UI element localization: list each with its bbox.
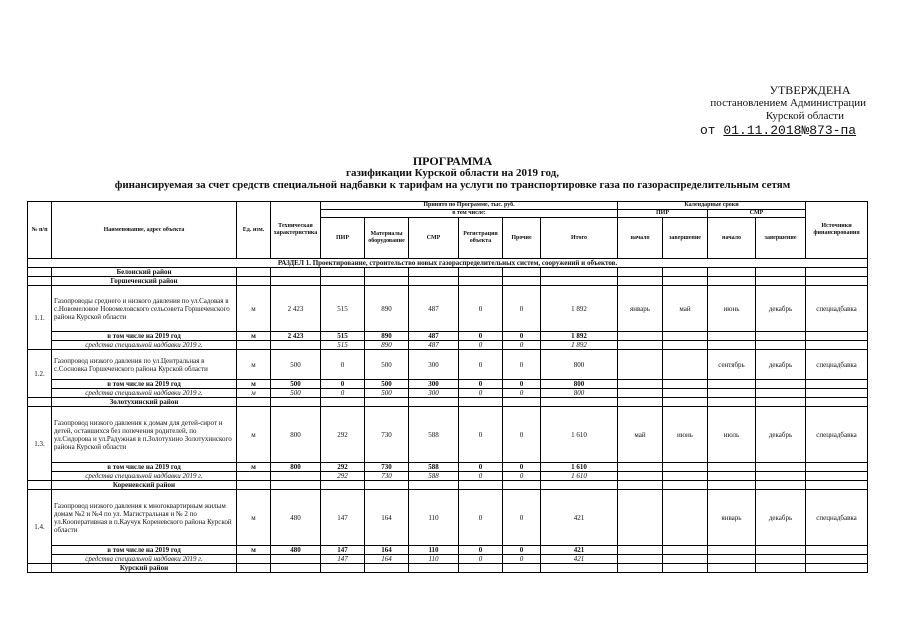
program-table <box>27 201 868 573</box>
cell-smr: 487 <box>409 341 459 350</box>
number-prefix: № <box>801 123 810 138</box>
district-row <box>28 564 868 573</box>
district-label: Белоиский район <box>52 268 237 277</box>
heading-line3: финансируемая за счет средств специальной надбавки к тарифам на услуги по транспортировке газа по газораспределительным сетям <box>114 179 791 191</box>
sum-label: в том числе на 2019 год <box>52 463 237 472</box>
cell-reg: 0 <box>459 286 503 332</box>
col-pir-end-header: завершение <box>663 218 708 259</box>
cell-reg: 0 <box>459 555 503 564</box>
cell-other: 0 <box>503 350 541 380</box>
cell-source: спецнадбавка <box>806 490 868 546</box>
row-num: 1.2. <box>28 350 52 398</box>
year-total-row <box>28 546 868 555</box>
year-total-row <box>28 332 868 341</box>
district-row <box>28 268 868 277</box>
cell-pir-start: май <box>618 407 663 463</box>
col-reg-header: Регистрация объекта <box>459 218 503 259</box>
cell-unit: м <box>237 407 271 463</box>
cell-pir-end: июнь <box>663 407 708 463</box>
cell-other: 0 <box>503 472 541 481</box>
surcharge-row <box>28 555 868 564</box>
cell-mat: 164 <box>365 555 409 564</box>
col-pir-start-header: начало <box>618 218 663 259</box>
row-num: 1.4. <box>28 490 52 564</box>
cell-pir-end: май <box>663 286 708 332</box>
col-pir-header: ПИР <box>321 218 365 259</box>
district-row <box>28 277 868 286</box>
cell-smr-end: декабрь <box>756 490 806 546</box>
cell-mat: 164 <box>365 546 409 555</box>
cell-smr-start: июль <box>708 407 756 463</box>
table-row <box>28 407 868 463</box>
cell-mat: 730 <box>365 463 409 472</box>
table-row <box>28 286 868 332</box>
cell-pir-start: январь <box>618 286 663 332</box>
cell-mat: 730 <box>365 472 409 481</box>
cell-total: 800 <box>541 380 618 389</box>
cell-total: 1 610 <box>541 463 618 472</box>
section-title: РАЗДЕЛ 1. Проектирование, строительство новых газораспределительных систем, сооружений и объектов. <box>28 259 868 268</box>
cell-unit <box>237 472 271 481</box>
cell-other: 0 <box>503 490 541 546</box>
cell-total: 1 610 <box>541 407 618 463</box>
district-label: Горшеченский район <box>52 277 237 286</box>
cell-total: 800 <box>541 350 618 380</box>
col-name-header: Наименование, адрес объекта <box>52 202 237 259</box>
district-row <box>28 398 868 407</box>
cell-pir: 147 <box>321 555 365 564</box>
cell-mat: 500 <box>365 389 409 398</box>
cell-other: 0 <box>503 341 541 350</box>
surcharge-row <box>28 389 868 398</box>
cell-tech: 500 <box>271 350 321 380</box>
col-smr-start-header: начало <box>708 218 756 259</box>
calendar-header: Календарные сроки <box>618 202 806 210</box>
object-name: Газопровод низкого давления к домам для детей-сирот и детей, оставшихся без попечения родителей, по ул.Сидорова и ул.Радужная в п.Золотухино Золотухинского района Курской области <box>52 407 237 463</box>
cell-other: 0 <box>503 463 541 472</box>
cell-reg: 0 <box>459 332 503 341</box>
cell-reg: 0 <box>459 472 503 481</box>
cell-pir-start <box>618 350 663 380</box>
cell-unit: м <box>237 546 271 555</box>
cell-smr: 110 <box>409 490 459 546</box>
section-row <box>28 259 868 268</box>
cell-mat: 500 <box>365 350 409 380</box>
cell-other: 0 <box>503 389 541 398</box>
col-num-header: № п/п <box>28 202 52 259</box>
cal-smr-header: СМР <box>708 210 806 218</box>
cell-smr: 300 <box>409 380 459 389</box>
cell-reg: 0 <box>459 490 503 546</box>
cell-reg: 0 <box>459 463 503 472</box>
cell-reg: 0 <box>459 341 503 350</box>
approval-date-line <box>700 124 890 137</box>
incl-header: в том числе: <box>321 210 618 218</box>
row-num: 1.3. <box>28 407 52 481</box>
cell-unit <box>237 341 271 350</box>
cell-reg: 0 <box>459 380 503 389</box>
sub-label: средства специальной надбавки 2019 г. <box>52 389 237 398</box>
cell-pir: 147 <box>321 490 365 546</box>
object-name: Газопровод низкого давления по ул.Центральная в с.Сосновка Горшеченского района Курской области <box>52 350 237 380</box>
cell-source: спецнадбавка <box>806 407 868 463</box>
document-heading <box>0 155 905 191</box>
col-other-header: Прочие <box>503 218 541 259</box>
cell-source: спецнадбавка <box>806 286 868 332</box>
approval-line1: постановлением Администрации <box>710 97 866 109</box>
year-total-row <box>28 380 868 389</box>
cell-mat: 890 <box>365 341 409 350</box>
cell-smr: 588 <box>409 407 459 463</box>
cell-smr-end: декабрь <box>756 350 806 380</box>
cell-smr: 110 <box>409 555 459 564</box>
sub-label: средства специальной надбавки 2019 г. <box>52 472 237 481</box>
sub-label: средства специальной надбавки 2019 г. <box>52 555 237 564</box>
cell-tech: 2 423 <box>271 332 321 341</box>
sum-label: в том числе на 2019 год <box>52 332 237 341</box>
cell-smr-end: декабрь <box>756 286 806 332</box>
cell-tech <box>271 555 321 564</box>
cell-pir: 515 <box>321 341 365 350</box>
col-total-header: Итого <box>541 218 618 259</box>
district-label: Кореневский район <box>52 481 237 490</box>
cell-mat: 730 <box>365 407 409 463</box>
sum-label: в том числе на 2019 год <box>52 380 237 389</box>
cell-smr: 487 <box>409 286 459 332</box>
cell-unit: м <box>237 389 271 398</box>
cell-smr: 588 <box>409 472 459 481</box>
cell-total: 1 892 <box>541 286 618 332</box>
cell-unit: м <box>237 286 271 332</box>
cell-smr-start: сентябрь <box>708 350 756 380</box>
cell-other: 0 <box>503 407 541 463</box>
approval-number: 873-па <box>809 123 857 138</box>
row-num: 1.1. <box>28 286 52 350</box>
cell-smr: 487 <box>409 332 459 341</box>
cell-unit: м <box>237 332 271 341</box>
cell-pir: 292 <box>321 407 365 463</box>
cell-pir: 292 <box>321 472 365 481</box>
cell-pir-start <box>618 490 663 546</box>
cell-reg: 0 <box>459 350 503 380</box>
cell-unit: м <box>237 380 271 389</box>
date-prefix: от <box>700 123 716 138</box>
surcharge-row <box>28 472 868 481</box>
cell-tech: 500 <box>271 380 321 389</box>
cell-pir-end <box>663 350 708 380</box>
cell-smr: 300 <box>409 389 459 398</box>
col-smr-end-header: завершение <box>756 218 806 259</box>
col-smr-header: СМР <box>409 218 459 259</box>
col-unit-header: Ед. изм. <box>237 202 271 259</box>
cell-pir-end <box>663 490 708 546</box>
cell-mat: 164 <box>365 490 409 546</box>
object-name: Газопроводы среднего и низкого давления по ул.Садовая в с.Новомеловое Новомеловского сельсовета Горшеченского района Курской области <box>52 286 237 332</box>
cell-pir: 0 <box>321 350 365 380</box>
cell-unit <box>237 555 271 564</box>
cell-reg: 0 <box>459 407 503 463</box>
cell-smr: 110 <box>409 546 459 555</box>
cell-pir: 515 <box>321 286 365 332</box>
cell-tech: 800 <box>271 407 321 463</box>
cell-total: 421 <box>541 490 618 546</box>
cell-source: спецнадбавка <box>806 350 868 380</box>
cell-smr-end: декабрь <box>756 407 806 463</box>
cell-tech: 480 <box>271 490 321 546</box>
cell-total: 1 892 <box>541 332 618 341</box>
cell-mat: 890 <box>365 332 409 341</box>
cell-unit: м <box>237 463 271 472</box>
cell-smr-start: июнь <box>708 286 756 332</box>
approval-stamp <box>690 84 890 137</box>
district-row <box>28 481 868 490</box>
cal-pir-header: ПИР <box>618 210 708 218</box>
accepted-header: Принято по Программе, тыс. руб. <box>321 202 618 210</box>
year-total-row <box>28 463 868 472</box>
cell-tech: 480 <box>271 546 321 555</box>
cell-unit: м <box>237 490 271 546</box>
cell-total: 421 <box>541 546 618 555</box>
approval-title: УТВЕРЖДЕНА <box>769 83 851 97</box>
cell-other: 0 <box>503 555 541 564</box>
table-row <box>28 350 868 380</box>
cell-total: 1 892 <box>541 341 618 350</box>
cell-pir: 147 <box>321 546 365 555</box>
cell-reg: 0 <box>459 389 503 398</box>
cell-smr: 588 <box>409 463 459 472</box>
heading-line1: ПРОГРАММА <box>412 154 493 168</box>
cell-reg: 0 <box>459 546 503 555</box>
col-tech-header: Техническая характеристика <box>271 202 321 259</box>
heading-line2: газификации Курской области на 2019 год, <box>346 167 559 179</box>
cell-tech <box>271 341 321 350</box>
approval-line2: Курской области <box>765 110 844 122</box>
cell-other: 0 <box>503 546 541 555</box>
cell-pir: 0 <box>321 380 365 389</box>
cell-unit: м <box>237 350 271 380</box>
surcharge-row <box>28 341 868 350</box>
sub-label: средства специальной надбавки 2019 г. <box>52 341 237 350</box>
cell-smr: 300 <box>409 350 459 380</box>
cell-total: 421 <box>541 555 618 564</box>
cell-tech: 800 <box>271 463 321 472</box>
table-row <box>28 490 868 546</box>
cell-mat: 890 <box>365 286 409 332</box>
cell-other: 0 <box>503 286 541 332</box>
sum-label: в том числе на 2019 год <box>52 546 237 555</box>
col-source-header: Источники финансирования <box>806 202 868 259</box>
cell-tech: 2 423 <box>271 286 321 332</box>
col-mat-header: Материалы оборудование <box>365 218 409 259</box>
cell-pir: 515 <box>321 332 365 341</box>
cell-other: 0 <box>503 380 541 389</box>
cell-total: 1 610 <box>541 472 618 481</box>
cell-tech <box>271 472 321 481</box>
cell-pir: 0 <box>321 389 365 398</box>
district-label: Золотухинский район <box>52 398 237 407</box>
cell-pir: 292 <box>321 463 365 472</box>
district-label: Курский район <box>52 564 237 573</box>
cell-mat: 500 <box>365 380 409 389</box>
cell-tech: 500 <box>271 389 321 398</box>
cell-other: 0 <box>503 332 541 341</box>
cell-smr-start: январь <box>708 490 756 546</box>
object-name: Газопровод низкого давления к многоквартирным жилым домам №2 и №4 по ул. Магистральная и № 2 по ул.Кооперативная в п.Каучук Кореневского района Курской области <box>52 490 237 546</box>
cell-total: 800 <box>541 389 618 398</box>
approval-date: 01.11.2018 <box>723 123 802 138</box>
